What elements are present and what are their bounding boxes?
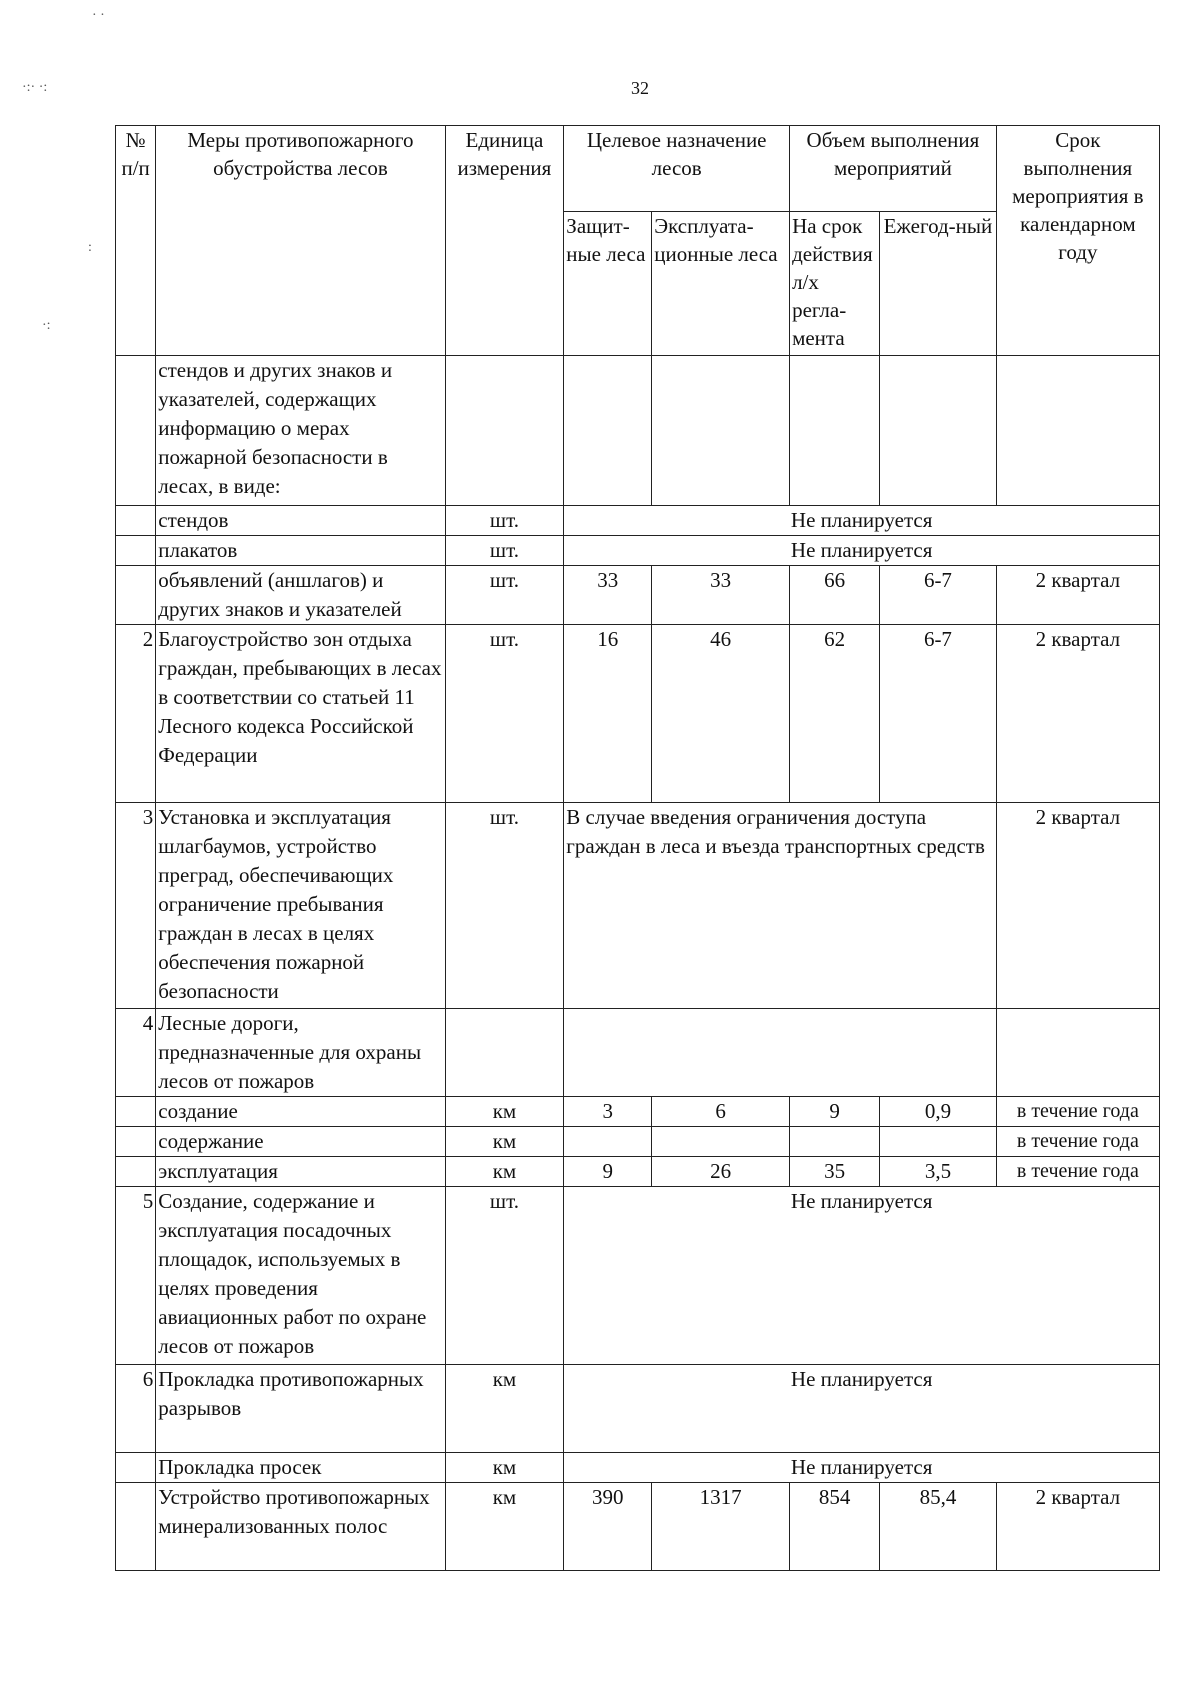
header-unit: Единица измерения xyxy=(445,126,564,356)
row-num: 5 xyxy=(116,1187,156,1365)
row-name: эксплуатация xyxy=(156,1157,445,1187)
table-row xyxy=(116,1097,1160,1127)
cell-term: 2 квартал xyxy=(996,625,1159,803)
cell-term: в течение года xyxy=(996,1157,1159,1187)
table-row xyxy=(116,1187,1160,1365)
cell-per-period: 9 xyxy=(790,1097,880,1127)
row-note: Не планируется xyxy=(564,1365,1160,1453)
row-name: стендов xyxy=(156,506,445,536)
cell-term: 2 квартал xyxy=(996,566,1159,625)
scan-speck: ·: xyxy=(42,318,51,333)
table-row xyxy=(116,1157,1160,1187)
table-row xyxy=(116,1453,1160,1483)
row-note: Не планируется xyxy=(564,506,1160,536)
table-row xyxy=(116,356,1160,506)
cell-protective: 390 xyxy=(564,1483,652,1571)
row-note: Не планируется xyxy=(564,536,1160,566)
table-row xyxy=(116,1483,1160,1571)
cell-annual: 6-7 xyxy=(880,625,997,803)
header-volume: Объем выполнения мероприятий xyxy=(790,126,997,212)
cell-exploitation: 33 xyxy=(652,566,790,625)
cell-protective: 33 xyxy=(564,566,652,625)
cell-protective: 16 xyxy=(564,625,652,803)
cell-annual: 6-7 xyxy=(880,566,997,625)
row-name: Прокладка просек xyxy=(156,1453,445,1483)
row-unit: км xyxy=(445,1453,564,1483)
cell-per-period: 854 xyxy=(790,1483,880,1571)
header-num: № п/п xyxy=(116,126,156,356)
row-name: Создание, содержание и эксплуатация посадочных площадок, используемых в целях проведения авиационных работ по охране лесов от пожаров xyxy=(156,1187,445,1365)
cell-exploitation: 46 xyxy=(652,625,790,803)
fire-safety-measures-table xyxy=(115,125,1160,1571)
cell-term: в течение года xyxy=(996,1127,1159,1157)
cell-per-period: 35 xyxy=(790,1157,880,1187)
row-num: 3 xyxy=(116,803,156,1009)
row-unit: шт. xyxy=(445,803,564,1009)
row-name: плакатов xyxy=(156,536,445,566)
table-row xyxy=(116,1365,1160,1453)
row-name: Устройство противопожарных минерализованных полос xyxy=(156,1483,445,1571)
row-unit: км xyxy=(445,1157,564,1187)
row-unit: шт. xyxy=(445,625,564,803)
cell-protective: 3 xyxy=(564,1097,652,1127)
row-unit: шт. xyxy=(445,506,564,536)
row-unit: км xyxy=(445,1097,564,1127)
row-num: 6 xyxy=(116,1365,156,1453)
row-unit: шт. xyxy=(445,1187,564,1365)
table-row xyxy=(116,625,1160,803)
cell-term: в течение года xyxy=(996,1097,1159,1127)
header-term: Срок выполнения мероприятия в календарном году xyxy=(996,126,1159,356)
row-name: содержание xyxy=(156,1127,445,1157)
row-name: создание xyxy=(156,1097,445,1127)
cell-term: 2 квартал xyxy=(996,1483,1159,1571)
page-number: 32 xyxy=(631,78,649,98)
row-num: 2 xyxy=(116,625,156,803)
cell-exploitation: 26 xyxy=(652,1157,790,1187)
row-name: Лесные дороги, предназначенные для охраны лесов от пожаров xyxy=(156,1009,445,1097)
row-note: В случае введения ограничения доступа граждан в леса и въезда транспортных средств xyxy=(564,803,996,1009)
table-row xyxy=(116,506,1160,536)
header-measures: Меры противопожарного обустройства лесов xyxy=(156,126,445,356)
row-name: Установка и эксплуатация шлагбаумов, устройство преград, обеспечивающих ограничение пребывания граждан в лесах в целях обеспечения пожарной безопасности xyxy=(156,803,445,1009)
cell-exploitation: 1317 xyxy=(652,1483,790,1571)
row-num: 4 xyxy=(116,1009,156,1097)
row-unit: шт. xyxy=(445,536,564,566)
header-purpose: Целевое назначение лесов xyxy=(564,126,790,212)
cell-per-period: 62 xyxy=(790,625,880,803)
header-annual: Ежегод-ный xyxy=(880,212,997,356)
table-row xyxy=(116,566,1160,625)
scan-speck: : xyxy=(88,240,92,255)
scan-speck: ·:· ·: xyxy=(22,80,48,95)
header-exploitation: Эксплуата-ционные леса xyxy=(652,212,790,356)
row-name: Прокладка противопожарных разрывов xyxy=(156,1365,445,1453)
table-row xyxy=(116,803,1160,1009)
table-row xyxy=(116,1009,1160,1097)
cell-term: 2 квартал xyxy=(996,803,1159,1009)
row-name: Благоустройство зон отдыха граждан, пребывающих в лесах в соответствии со статьей 11 Лесного кодекса Российской Федерации xyxy=(156,625,445,803)
table-row xyxy=(116,536,1160,566)
header-row-1 xyxy=(116,126,1160,212)
row-unit: км xyxy=(445,1483,564,1571)
cell-exploitation: 6 xyxy=(652,1097,790,1127)
row-note: Не планируется xyxy=(564,1453,1160,1483)
row-name: стендов и других знаков и указателей, содержащих информацию о мерах пожарной безопасности в лесах, в виде: xyxy=(156,356,445,506)
row-note: Не планируется xyxy=(564,1187,1160,1365)
cell-annual: 85,4 xyxy=(880,1483,997,1571)
row-name: объявлений (аншлагов) и других знаков и указателей xyxy=(156,566,445,625)
row-unit: км xyxy=(445,1127,564,1157)
table-row xyxy=(116,1127,1160,1157)
cell-annual: 3,5 xyxy=(880,1157,997,1187)
cell-per-period: 66 xyxy=(790,566,880,625)
row-unit: шт. xyxy=(445,566,564,625)
cell-annual: 0,9 xyxy=(880,1097,997,1127)
cell-protective: 9 xyxy=(564,1157,652,1187)
header-protective: Защит-ные леса xyxy=(564,212,652,356)
scan-speck: · · xyxy=(92,8,105,23)
row-unit: км xyxy=(445,1365,564,1453)
header-per-period: На срок действия л/х регла-мента xyxy=(790,212,880,356)
